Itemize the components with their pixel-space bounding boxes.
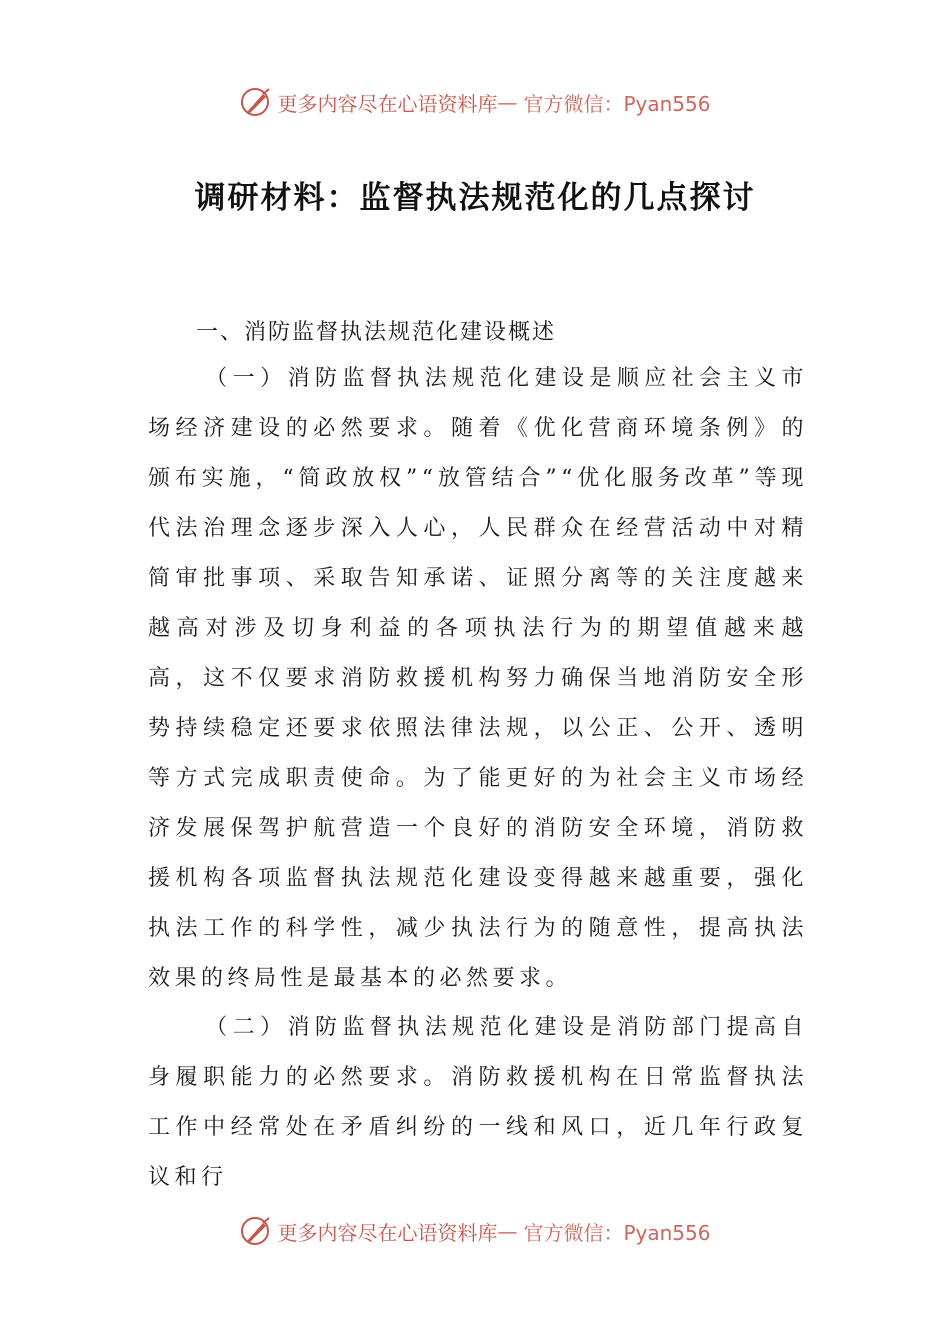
watermark-dash: — xyxy=(497,90,518,114)
watermark-text: 更多内容尽在心语资料库 xyxy=(277,1220,498,1245)
section-heading: 一、消防监督执法规范化建设概述 xyxy=(196,320,557,345)
watermark-dash: — xyxy=(497,1219,518,1243)
watermark-banner-top xyxy=(0,82,950,122)
quill-logo-icon xyxy=(239,85,273,119)
document-title: 调研材料：监督执法规范化的几点探讨 xyxy=(194,180,756,216)
paragraph-2: （二）消防监督执法规范化建设是消防部门提高自身履职能力的必然要求。消防救援机构在日常监督执法工作中经常处在矛盾纠纷的一线和风口，近几年行政复议和行 xyxy=(148,1015,808,1190)
quill-logo-icon xyxy=(239,1214,273,1248)
watermark-text: 更多内容尽在心语资料库 xyxy=(277,91,498,116)
watermark-wechat: 官方微信：Pyan556 xyxy=(523,1220,711,1245)
watermark-wechat: 官方微信：Pyan556 xyxy=(523,91,711,116)
paragraph-1: （一）消防监督执法规范化建设是顺应社会主义市场经济建设的必然要求。随着《优化营商环境条例》的颁布实施，“简政放权”“放管结合”“优化服务改革”等现代法治理念逐步深入人心，人民群众在经营活动中对精简审批事项、采取告知承诺、证照分离等的关注度越来越高对涉及切身利益的各项执法行为的期望值越来越高，这不仅要求消防救援机构努力确保当地消防安全形势持续稳定还要求依照法律法规，以公正、公开、透明等方式完成职责使命。为了能更好的为社会主义市场经济发展保驾护航营造一个良好的消防安全环境，消防救援机构各项监督执法规范化建设变得越来越重要，强化执法工作的科学性，减少执法行为的随意性，提高执法效果的终局性是最基本的必然要求。 xyxy=(148,366,808,991)
watermark-banner-bottom xyxy=(0,1211,950,1251)
